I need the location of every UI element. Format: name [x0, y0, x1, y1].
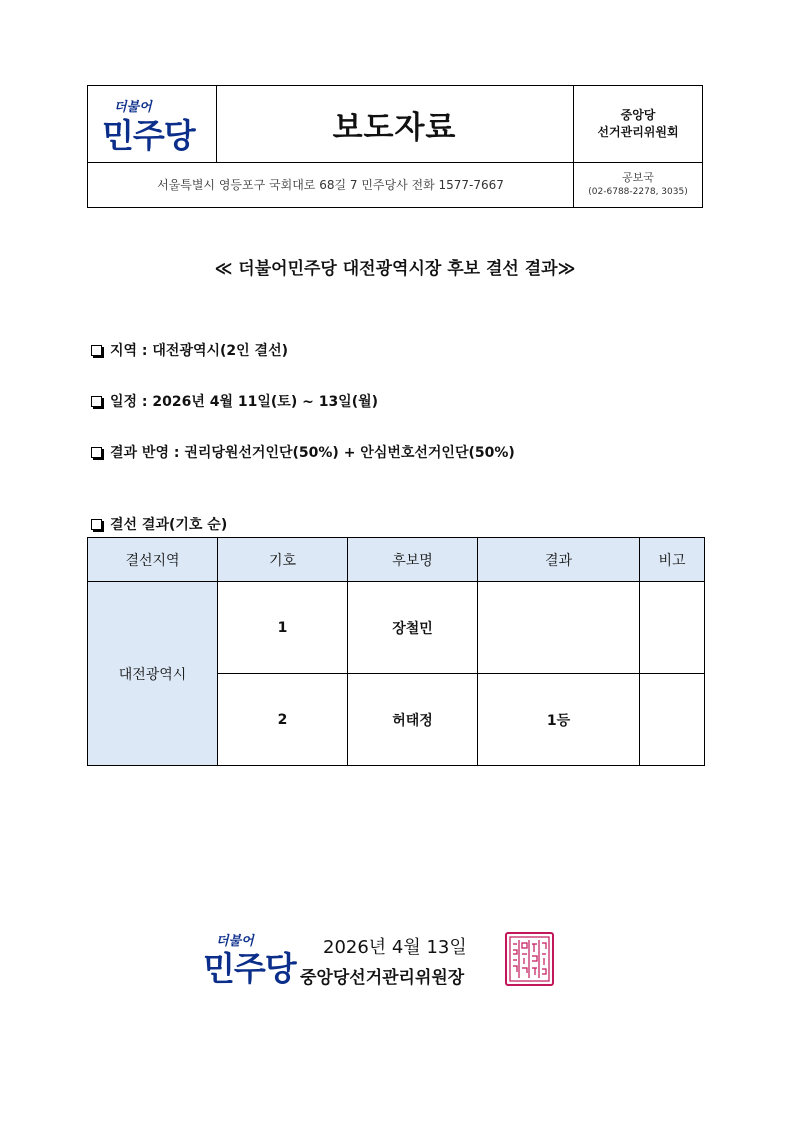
- candidate-name: 장철민: [348, 582, 478, 674]
- candidate-result: 1등: [478, 674, 640, 766]
- checkbox-bullet-icon: [91, 345, 102, 356]
- bullet-region: [91, 340, 288, 360]
- bullet-results-heading-text: 결선 결과(기호 순): [110, 517, 228, 533]
- footer-date: 2026년 4월 13일: [323, 937, 467, 958]
- checkbox-bullet-icon: [91, 396, 102, 407]
- logo-big-text: 민주당: [102, 116, 195, 155]
- press-release-header: [87, 85, 703, 208]
- address: 서울특별시 영등포구 국회대로 68길 7 민주당사 전화 1577-7667: [88, 162, 574, 207]
- footer-logo-big-text: 민주당: [203, 949, 296, 988]
- bullet-region-text: 지역 : 대전광역시(2인 결선): [110, 343, 288, 359]
- candidate-result: [478, 582, 640, 674]
- header-bottom-row: [88, 162, 702, 207]
- checkbox-bullet-icon: [91, 447, 102, 458]
- table-header-row: [88, 538, 705, 582]
- department: 공보국: [622, 170, 654, 184]
- header-region: 결선지역: [88, 538, 218, 582]
- footer-logo-small-text: 더불어: [216, 934, 254, 949]
- issuing-organization: [574, 86, 702, 162]
- candidate-number: 2: [218, 674, 348, 766]
- document-title: ≪ 더불어민주당 대전광역시장 후보 결선 결과≫: [214, 259, 576, 279]
- footer-signature: 중앙당선거관리위원장: [300, 968, 465, 988]
- footer-party-logo: [203, 930, 303, 990]
- candidate-name: 허태정: [348, 674, 478, 766]
- header-top-row: [88, 86, 702, 163]
- party-logo: [102, 94, 207, 154]
- bullet-reflection-text: 결과 반영 : 권리당원선거인단(50%) + 안심번호선거인단(50%): [110, 445, 515, 461]
- bullet-schedule: [91, 391, 378, 411]
- header-number: 기호: [218, 538, 348, 582]
- logo-small-text: 더불어: [114, 100, 152, 115]
- table-row: [88, 582, 705, 674]
- candidate-number: 1: [218, 582, 348, 674]
- bullet-reflection: [91, 442, 515, 462]
- header-candidate: 후보명: [348, 538, 478, 582]
- org-line-1: 중앙당: [620, 108, 656, 122]
- candidate-note: [640, 674, 705, 766]
- candidate-note: [640, 582, 705, 674]
- results-table: [87, 537, 705, 766]
- bullet-schedule-text: 일정 : 2026년 4월 11일(토) ~ 13일(월): [110, 394, 379, 410]
- org-line-2: 선거관리위원회: [597, 125, 679, 139]
- logo-cell: [88, 86, 217, 162]
- bullet-results-heading: [91, 514, 227, 534]
- header-note: 비고: [640, 538, 705, 582]
- official-seal-icon: [505, 932, 554, 986]
- region-cell: 대전광역시: [88, 582, 218, 766]
- header-result: 결과: [478, 538, 640, 582]
- department-phone: (02-6788-2278, 3035): [588, 186, 688, 197]
- contact-info: [574, 162, 702, 207]
- document-type-title: 보도자료: [216, 86, 574, 162]
- checkbox-bullet-icon: [91, 519, 102, 530]
